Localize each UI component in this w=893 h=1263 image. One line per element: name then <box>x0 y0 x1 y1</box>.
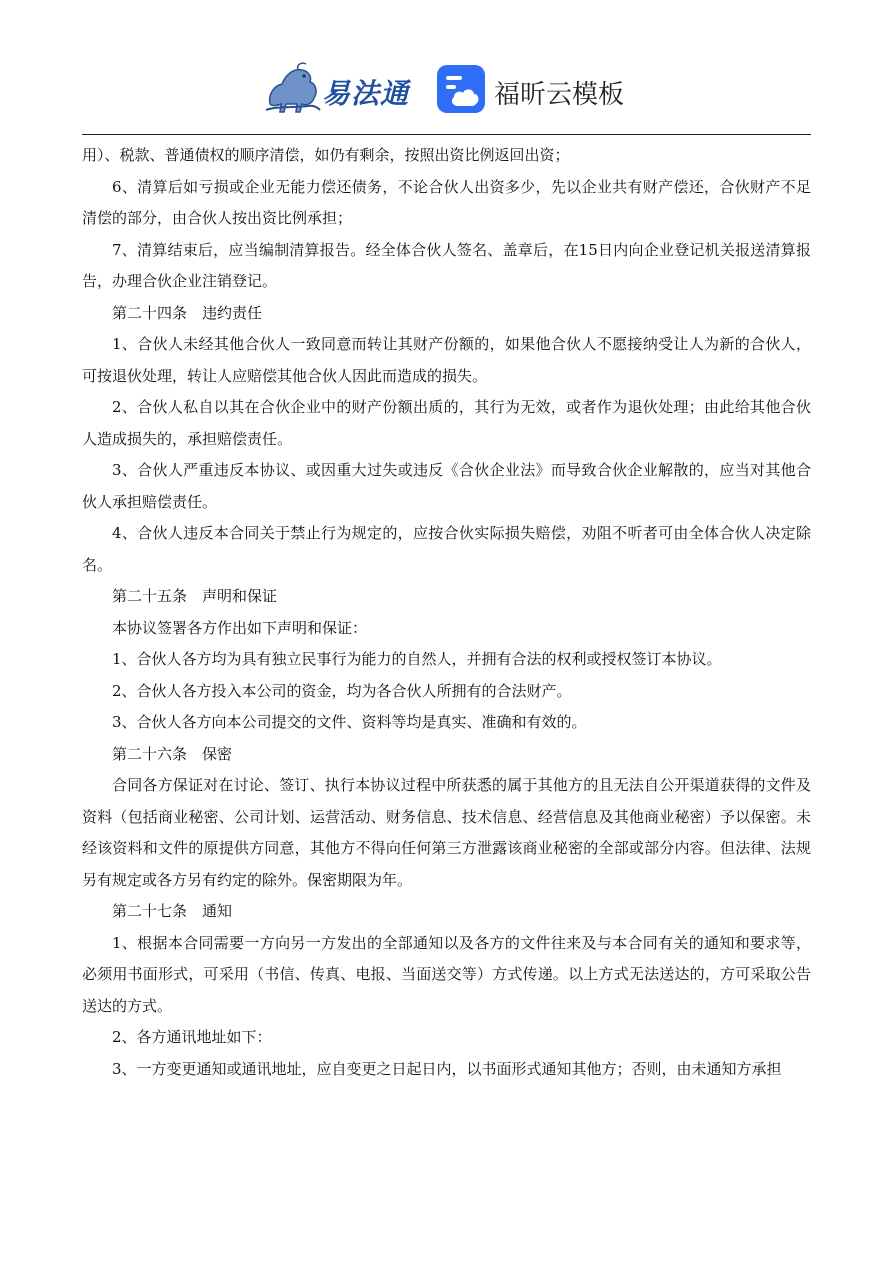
paragraph: 3、合伙人严重违反本协议、或因重大过失或违反《合伙企业法》而导致合伙企业解散的，应当对其他合伙人承担赔偿责任。 <box>82 461 811 511</box>
paragraph: 3、合伙人各方向本公司提交的文件、资料等均是真实、准确和有效的。 <box>112 713 587 731</box>
header-divider <box>82 134 811 135</box>
paragraph: 1、根据本合同需要一方向另一方发出的全部通知以及各方的文件往来及与本合同有关的通知和要求等，必须用书面形式，可采用（书信、传真、电报、当面送交等）方式传递。以上方式无法送达的，方可采取公告送达的方式。 <box>82 933 811 1015</box>
paragraph: 3、一方变更通知或通讯地址，应自变更之日起日内，以书面形式通知其他方；否则，由未通知方承担 <box>112 1059 782 1078</box>
paragraph: 本协议签署各方作出如下声明和保证： <box>112 618 368 637</box>
paragraph: 用）、税款、普通债权的顺序清偿，如仍有剩余，按照出资比例返回出资； <box>82 146 570 164</box>
document-body <box>82 140 811 1085</box>
paragraph: 2、合伙人私自以其在合伙企业中的财产份额出质的，其行为无效，或者作为退伙处理；由此给其他合伙人造成损失的，承担赔偿责任。 <box>82 398 811 448</box>
paragraph: 1、合伙人未经其他合伙人一致同意而转让其财产份额的，如果他合伙人不愿接纳受让人为新的合伙人，可按退伙处理，转让人应赔偿其他合伙人因此而造成的损失。 <box>82 335 811 385</box>
logo2-text: 福昕云模板 <box>494 80 625 110</box>
paragraph: 7、清算结束后，应当编制清算报告。经全体合伙人签名、盖章后，在15日内向企业登记机关报送清算报告，办理合伙企业注销登记。 <box>82 240 811 290</box>
paragraph: 6、清算后如亏损或企业无能力偿还债务，不论合伙人出资多少，先以企业共有财产偿还，合伙财产不足清偿的部分，由合伙人按出资比例承担； <box>82 177 811 227</box>
paragraph: 2、各方通讯地址如下： <box>112 1028 272 1046</box>
paragraph: 合同各方保证对在讨论、签订、执行本协议过程中所获悉的属于其他方的且无法自公开渠道获得的文件及资料（包括商业秘密、公司计划、运营活动、财务信息、技术信息、经营信息及其他商业秘密）予以保密。未经该资料和文件的原提供方同意，其他方不得向任何第三方泄露该商业秘密的全部或部分内容。但法律、法规另有规定或各方另有约定的除外。保密期限为年。 <box>82 776 811 889</box>
qilin-icon <box>262 60 324 118</box>
paragraph: 4、合伙人违反本合同关于禁止行为规定的，应按合伙实际损失赔偿，劝阻不听者可由全体合伙人决定除名。 <box>82 524 811 574</box>
cloud-document-icon <box>436 64 488 116</box>
paragraph: 2、合伙人各方投入本公司的资金，均为各合伙人所拥有的合法财产。 <box>112 681 572 700</box>
article-heading: 第二十六条 保密 <box>112 744 233 763</box>
page-header <box>0 58 893 122</box>
article-heading: 第二十七条 通知 <box>112 902 233 920</box>
yifatong-logo <box>262 60 412 118</box>
foxit-cloud-template-logo <box>436 64 636 118</box>
article-heading: 第二十五条 声明和保证 <box>112 587 278 605</box>
logo1-text: 易法通 <box>322 77 410 110</box>
paragraph: 1、合伙人各方均为具有独立民事行为能力的自然人，并拥有合法的权利或授权签订本协议。 <box>112 650 722 668</box>
article-heading: 第二十四条 违约责任 <box>112 303 263 322</box>
